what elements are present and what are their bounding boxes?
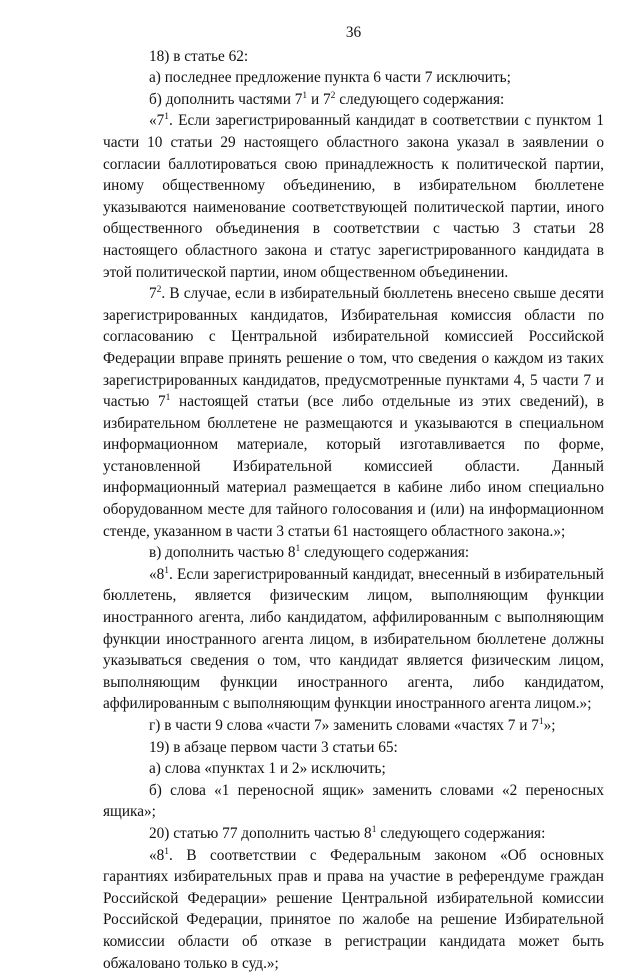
superscript: 1 xyxy=(165,393,171,404)
superscript: 1 xyxy=(164,846,170,857)
part-8-1-label: «8 xyxy=(149,565,165,583)
item-18b-text-1: б) дополнить частями 7 xyxy=(149,90,303,108)
superscript: 2 xyxy=(156,285,162,296)
part-7-1-body: . Если зарегистрированный кандидат в соответствии с пунктом 1 части 10 статьи 29 настоящего областного закона указал в заявлении о согласии баллотироваться свою принадлежность к политической партии, иному общественному объединению, в избирательном бюллетене указываются наименование соответствующей политической партии, иного общественного объединения в соответствии с частью 3 статьи 28 настоящего областного закона и статус зарегистрированного кандидата в этой политической партии, ином общественном объединении. xyxy=(103,112,604,281)
part-8-1-body: . Если зарегистрированный кандидат, внесенный в избирательный бюллетень, является физическим лицом, выполняющим функции иностранного агента, либо кандидатом, аффилированным с выполняющим функции иностранного агента лицом, в избирательном бюллетене должны указываться сведения о том, что кандидат является физическим лицом, выполняющим функции иностранного агента, либо кандидатом, аффилированным с выполняющим функции иностранного агента лицом.»; xyxy=(103,565,604,713)
item-20-heading xyxy=(103,823,604,845)
article-77-part-8-1-body: . В соответствии с Федеральным законом «Об основных гарантиях избирательных прав и права на участие в референдуме граждан Российской Федерации» решение Центральной избирательной комиссии Российской Федерации, принятое по жалобе на решение Избирательной комиссии области об отказе в регистрации кандидата может быть обжаловано только в суд.»; xyxy=(103,846,604,972)
item-18-heading xyxy=(103,46,604,68)
item-19a xyxy=(103,758,604,780)
superscript: 2 xyxy=(330,90,336,101)
item-18a-text: а) последнее предложение пункта 6 части 7 исключить; xyxy=(149,69,511,87)
part-7-2-body-1: . В случае, если в избирательный бюллетень внесено свыше десяти зарегистрированных кандидатов, Избирательная комиссия области по согласованию с Центральной избирательной комиссией Российской Федерации вправе принять решение о том, что сведения о каждом из таких зарегистрированных кандидатов, предусмотренные пунктами 4, 5 части 7 и частью 7 xyxy=(103,285,604,411)
item-19-heading xyxy=(103,737,604,759)
part-7-2-paragraph xyxy=(103,283,604,542)
item-18v xyxy=(103,542,604,564)
item-18-text: 18) в статье 62: xyxy=(149,47,249,65)
article-77-part-8-1-label: «8 xyxy=(149,846,165,864)
article-77-part-8-1-paragraph xyxy=(103,845,604,974)
superscript: 1 xyxy=(302,90,308,101)
page-number: 36 xyxy=(345,24,362,41)
item-19b-text: б) слова «1 переносной ящик» заменить словами «2 переносных ящика»; xyxy=(103,781,604,821)
item-18b xyxy=(103,89,604,111)
superscript: 1 xyxy=(164,112,170,123)
item-20-text-2: следующего содержания: xyxy=(376,824,546,842)
item-18b-text-3: следующего содержания: xyxy=(335,90,505,108)
part-8-1-paragraph xyxy=(103,564,604,715)
item-18g-text-1: г) в части 9 слова «части 7» заменить словами «частях 7 и 7 xyxy=(149,717,539,734)
part-7-1-label: «7 xyxy=(149,112,165,130)
item-19a-text: а) слова «пунктах 1 и 2» исключить; xyxy=(149,760,386,778)
part-7-2-label: 7 xyxy=(149,285,157,303)
item-20-text-1: 20) статью 77 дополнить частью 8 xyxy=(149,824,372,842)
superscript: 1 xyxy=(371,824,377,835)
superscript: 1 xyxy=(295,544,301,555)
part-7-1-paragraph xyxy=(103,110,604,283)
item-18v-text-2: следующего содержания: xyxy=(300,544,470,562)
part-7-2-body-2: настоящей статьи (все либо отдельные из этих сведений), в избирательном бюллетене не размещаются и указываются в специальном информационном материале, который изготавливается по форме, установленной Избирательной комиссией области. Данный информационный материал размещается в кабине либо ином специально оборудованном месте для тайного голосования и (или) на информационном стенде, указанном в части 3 статьи 61 настоящего областного закона.»; xyxy=(103,393,604,540)
item-19-text: 19) в абзаце первом части 3 статьи 65: xyxy=(149,738,398,756)
item-18v-text-1: в) дополнить частью 8 xyxy=(149,544,296,562)
superscript: 1 xyxy=(164,565,170,576)
superscript: 1 xyxy=(538,717,544,727)
item-18b-text-2: и 7 xyxy=(307,90,331,108)
item-18g-text-2: »; xyxy=(543,717,556,734)
item-19b xyxy=(103,780,604,823)
item-18a xyxy=(103,67,604,89)
item-18g xyxy=(103,715,604,737)
